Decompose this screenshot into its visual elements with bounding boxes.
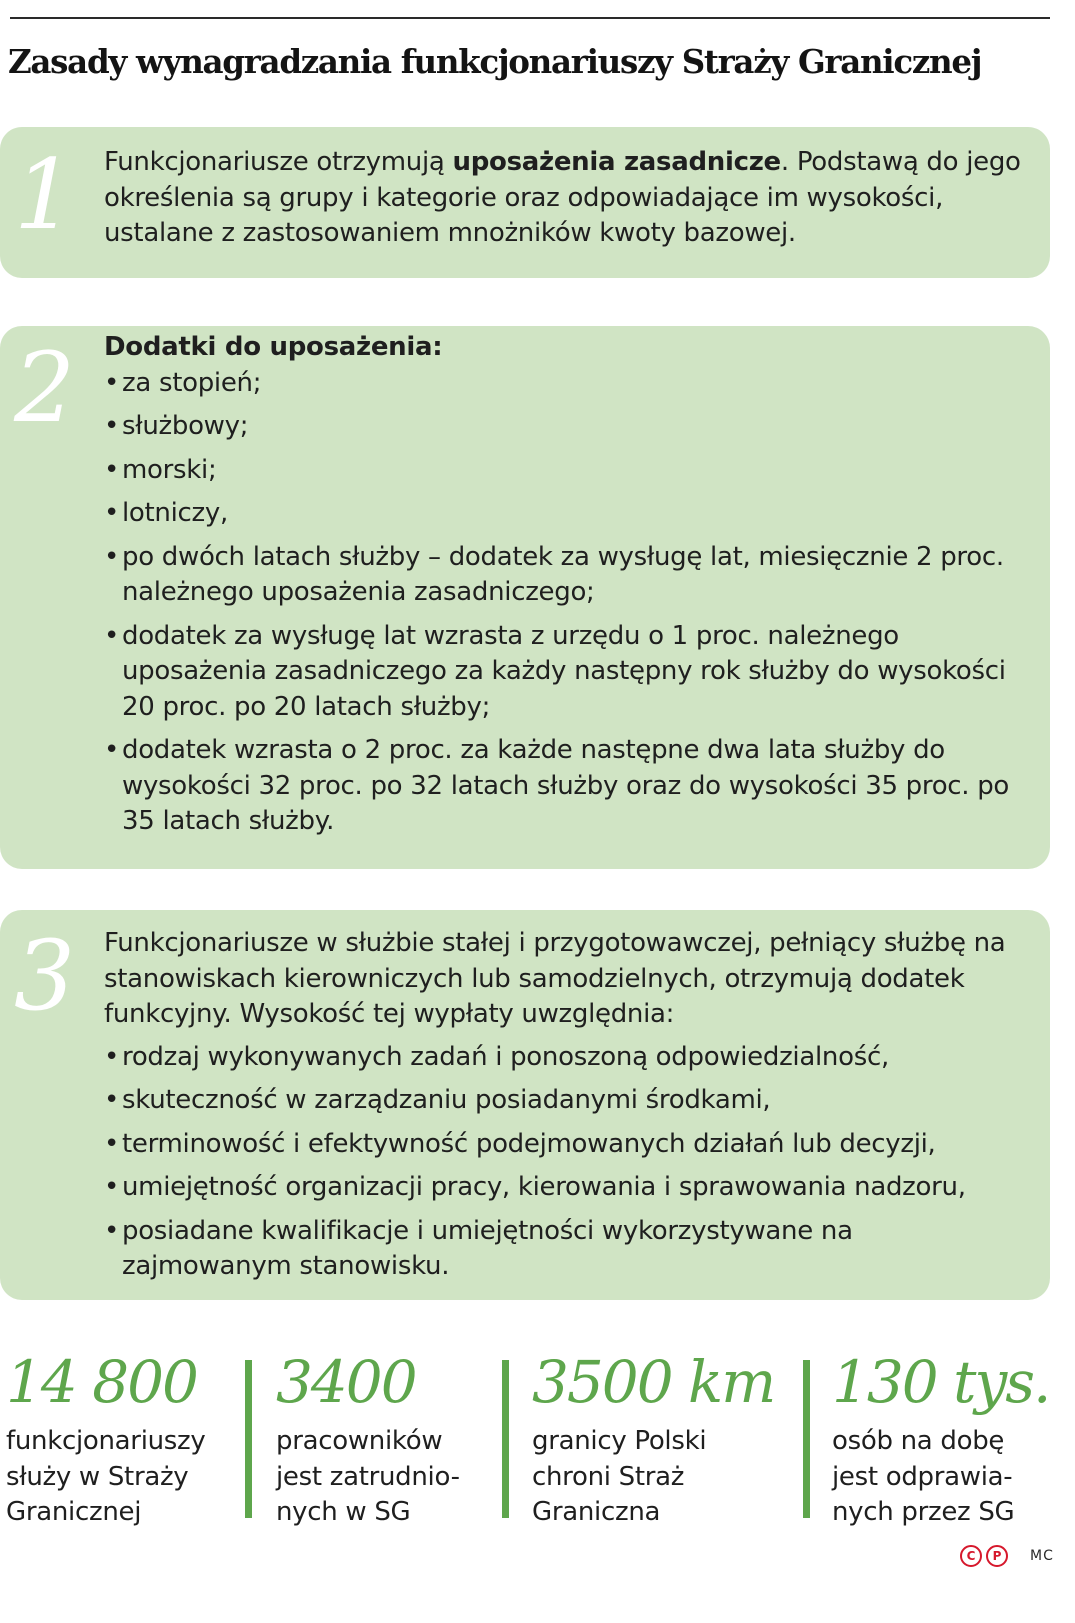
stat-divider [502, 1360, 509, 1518]
stat-caption-line: pracowników [276, 1426, 443, 1456]
section-1-text [104, 145, 1030, 252]
copyright-marks [960, 1545, 1008, 1567]
list-item: • rodzaj wykonywanych zadań i ponoszoną odpowiedzialność, [104, 1040, 1030, 1076]
section-3-box [0, 910, 1050, 1300]
stat-pracownicy [276, 1348, 460, 1531]
publisher-icon: P [986, 1545, 1008, 1567]
stat-value: 3400 [276, 1348, 416, 1416]
stat-caption-line: granicy Polski [532, 1426, 707, 1456]
list-item: • służbowy; [104, 409, 1030, 445]
stat-caption-line: osób na dobę [832, 1426, 1005, 1456]
stat-caption [6, 1424, 205, 1531]
stat-caption-line: służy w Straży [6, 1461, 189, 1492]
stat-caption-line: chroni Straż [532, 1461, 685, 1492]
stat-caption [832, 1424, 1049, 1531]
stat-caption [276, 1424, 460, 1531]
section-2-list [104, 366, 1030, 840]
stat-divider [803, 1360, 810, 1518]
stat-granica [532, 1348, 774, 1531]
stat-odprawy [832, 1348, 1049, 1531]
section-3-intro: Funkcjonariusze w służbie stałej i przygotowawczej, pełniący służbę na stanowiskach kierowniczych lub samodzielnych, otrzymują dodatek funkcyjny. Wysokość tej wypłaty uwzględnia: [104, 928, 1006, 1029]
stat-caption-line: jest odprawia- [832, 1461, 1013, 1492]
section-number-1: 1 [14, 139, 76, 251]
section-1-body [104, 145, 1030, 252]
list-item: • morski; [104, 453, 1030, 489]
section-3-body [104, 926, 1030, 1293]
section-1-text-end: . Podstawą do jego określenia są grupy i kategorie oraz odpowiadające im wysokości, ustalane z zastosowaniem mnożników kwoty bazowej. [104, 147, 1021, 248]
stat-value: 3500 km [532, 1348, 775, 1416]
stat-caption [532, 1424, 774, 1531]
copyright-icon: C [960, 1545, 982, 1567]
stat-caption-line: funkcjonariuszy [6, 1426, 206, 1456]
section-2-box [0, 326, 1050, 869]
top-rule [10, 17, 1050, 19]
section-1-text-bold: uposażenia zasadnicze [452, 147, 781, 177]
stat-caption-line: Graniczna [532, 1497, 661, 1527]
section-3-list [104, 1040, 1030, 1285]
stat-caption-line: jest zatrudnio- [276, 1461, 460, 1492]
list-item: • po dwóch latach służby – dodatek za wysługę lat, miesięcznie 2 proc. należnego uposażenia zasadniczego; [104, 540, 1030, 611]
stat-caption-line: nych przez SG [832, 1497, 1015, 1527]
stat-value: 130 tys. [832, 1348, 1050, 1416]
list-item: • umiejętność organizacji pracy, kierowania i sprawowania nadzoru, [104, 1170, 1030, 1206]
section-number-2: 2 [14, 332, 76, 444]
page-title: Zasady wynagradzania funkcjonariuszy Straży Granicznej [8, 42, 982, 81]
section-2-heading: Dodatki do uposażenia: [104, 332, 443, 362]
stat-funkcjonariusze [6, 1348, 205, 1531]
list-item: • terminowość i efektywność podejmowanych działań lub decyzji, [104, 1127, 1030, 1163]
list-item: • za stopień; [104, 366, 1030, 402]
list-item: • dodatek za wysługę lat wzrasta z urzędu o 1 proc. należnego uposażenia zasadniczego za każdy następny rok służby do wysokości 20 proc. po 20 latach służby; [104, 619, 1030, 726]
author-initials: MC [1030, 1548, 1054, 1564]
section-1-box [0, 127, 1050, 278]
list-item: • skuteczność w zarządzaniu posiadanymi środkami, [104, 1083, 1030, 1119]
stat-caption-line: nych w SG [276, 1497, 411, 1527]
section-number-3: 3 [14, 920, 76, 1032]
stat-caption-line: Granicznej [6, 1497, 142, 1527]
stat-divider [245, 1360, 252, 1518]
list-item: • dodatek wzrasta o 2 proc. za każde następne dwa lata służby do wysokości 32 proc. po 32 latach służby oraz do wysokości 35 proc. po 35 latach służby. [104, 733, 1030, 840]
section-1-text-start: Funkcjonariusze otrzymują [104, 147, 453, 177]
stat-value: 14 800 [6, 1348, 197, 1416]
stats-row [0, 1348, 1075, 1528]
list-item: • posiadane kwalifikacje i umiejętności wykorzystywane na zajmowanym stanowisku. [104, 1214, 1030, 1285]
section-2-body [104, 330, 1030, 848]
list-item: • lotniczy, [104, 496, 1030, 532]
